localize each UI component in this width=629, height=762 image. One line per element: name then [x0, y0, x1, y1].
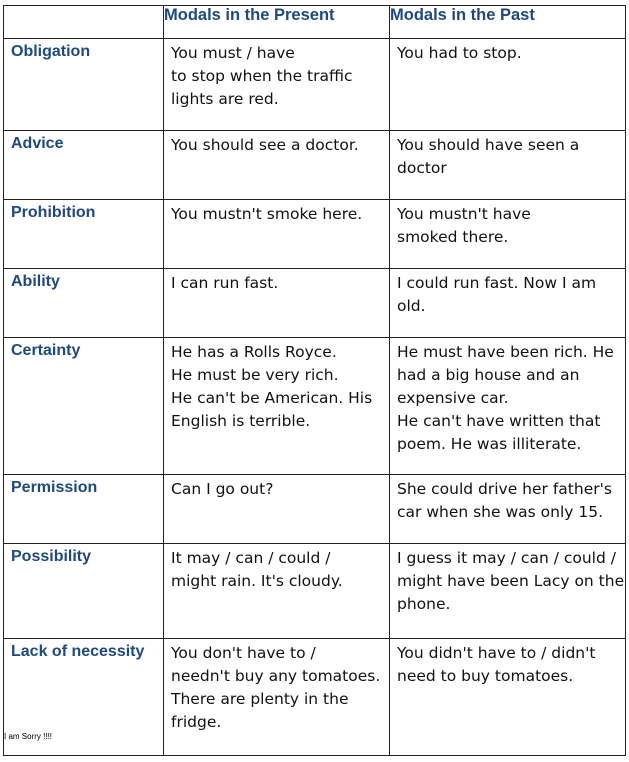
present-line: You must / have: [171, 44, 295, 62]
past-cell: [390, 269, 626, 338]
header-present: Modals in the Present: [164, 6, 390, 39]
past-cell: [390, 639, 626, 756]
present-line: Can I go out?: [171, 480, 274, 498]
present-line: You don't have to /: [171, 644, 316, 662]
past-line: You had to stop.: [397, 44, 522, 62]
past-line: smoked there.: [397, 228, 509, 246]
table-row: [4, 639, 626, 756]
present-line: He can't be American. His: [171, 389, 373, 407]
past-line: need to buy tomatoes.: [397, 667, 574, 685]
row-label: Possibility: [4, 544, 164, 639]
row-label: Advice: [4, 131, 164, 200]
present-line: lights are red.: [171, 90, 279, 108]
present-line: I can run fast.: [171, 274, 279, 292]
past-line: He can't have written that: [397, 412, 601, 430]
present-cell: [164, 200, 390, 269]
past-line: car when she was only 15.: [397, 503, 604, 521]
header-past: Modals in the Past: [390, 6, 626, 39]
past-line: You didn't have to / didn't: [397, 644, 596, 662]
past-cell: [390, 544, 626, 639]
past-cell: [390, 475, 626, 544]
past-line: You should have seen a: [397, 136, 580, 154]
present-line: He has a Rolls Royce.: [171, 343, 337, 361]
row-label: Prohibition: [4, 200, 164, 269]
present-line: to stop when the traffic: [171, 67, 353, 85]
past-line: doctor: [397, 159, 447, 177]
modals-table: [3, 5, 626, 756]
past-cell: [390, 200, 626, 269]
table-row: [4, 269, 626, 338]
table-row: [4, 338, 626, 475]
past-line: You mustn't have: [397, 205, 531, 223]
present-cell: [164, 544, 390, 639]
table-row: [4, 131, 626, 200]
table-row: [4, 475, 626, 544]
row-label: Permission: [4, 475, 164, 544]
corner-cell: [4, 6, 164, 39]
present-line: You mustn't smoke here.: [171, 205, 363, 223]
past-line: I could run fast. Now I am: [397, 274, 597, 292]
present-line: needn't buy any tomatoes.: [171, 667, 381, 685]
table-row: [4, 39, 626, 131]
present-line: You should see a doctor.: [171, 136, 359, 154]
present-line: He must be very rich.: [171, 366, 339, 384]
row-label: Ability: [4, 269, 164, 338]
past-line: He must have been rich. He: [397, 343, 614, 361]
past-line: might have been Lacy on the: [397, 572, 625, 590]
present-cell: [164, 39, 390, 131]
present-cell: [164, 338, 390, 475]
present-line: English is terrible.: [171, 412, 311, 430]
present-line: might rain. It's cloudy.: [171, 572, 343, 590]
present-cell: [164, 269, 390, 338]
past-line: expensive car.: [397, 389, 509, 407]
past-cell: [390, 338, 626, 475]
header-row: [4, 6, 626, 39]
past-cell: [390, 131, 626, 200]
row-label: Obligation: [4, 39, 164, 131]
present-line: It may / can / could /: [171, 549, 331, 567]
past-line: had a big house and an: [397, 366, 580, 384]
present-line: fridge.: [171, 713, 222, 731]
table-row: [4, 544, 626, 639]
row-label: Lack of necessity: [11, 643, 145, 660]
table-row: [4, 200, 626, 269]
present-cell: [164, 639, 390, 756]
past-line: She could drive her father's: [397, 480, 612, 498]
past-line: old.: [397, 297, 426, 315]
past-line: poem. He was illiterate.: [397, 435, 582, 453]
past-cell: [390, 39, 626, 131]
past-line: phone.: [397, 595, 451, 613]
row-label: Certainty: [4, 338, 164, 475]
present-line: There are plenty in the: [171, 690, 349, 708]
footnote: I am Sorry !!!!: [4, 732, 53, 741]
present-cell: [164, 475, 390, 544]
past-line: I guess it may / can / could /: [397, 549, 616, 567]
row-label-cell: [4, 639, 164, 756]
present-cell: [164, 131, 390, 200]
